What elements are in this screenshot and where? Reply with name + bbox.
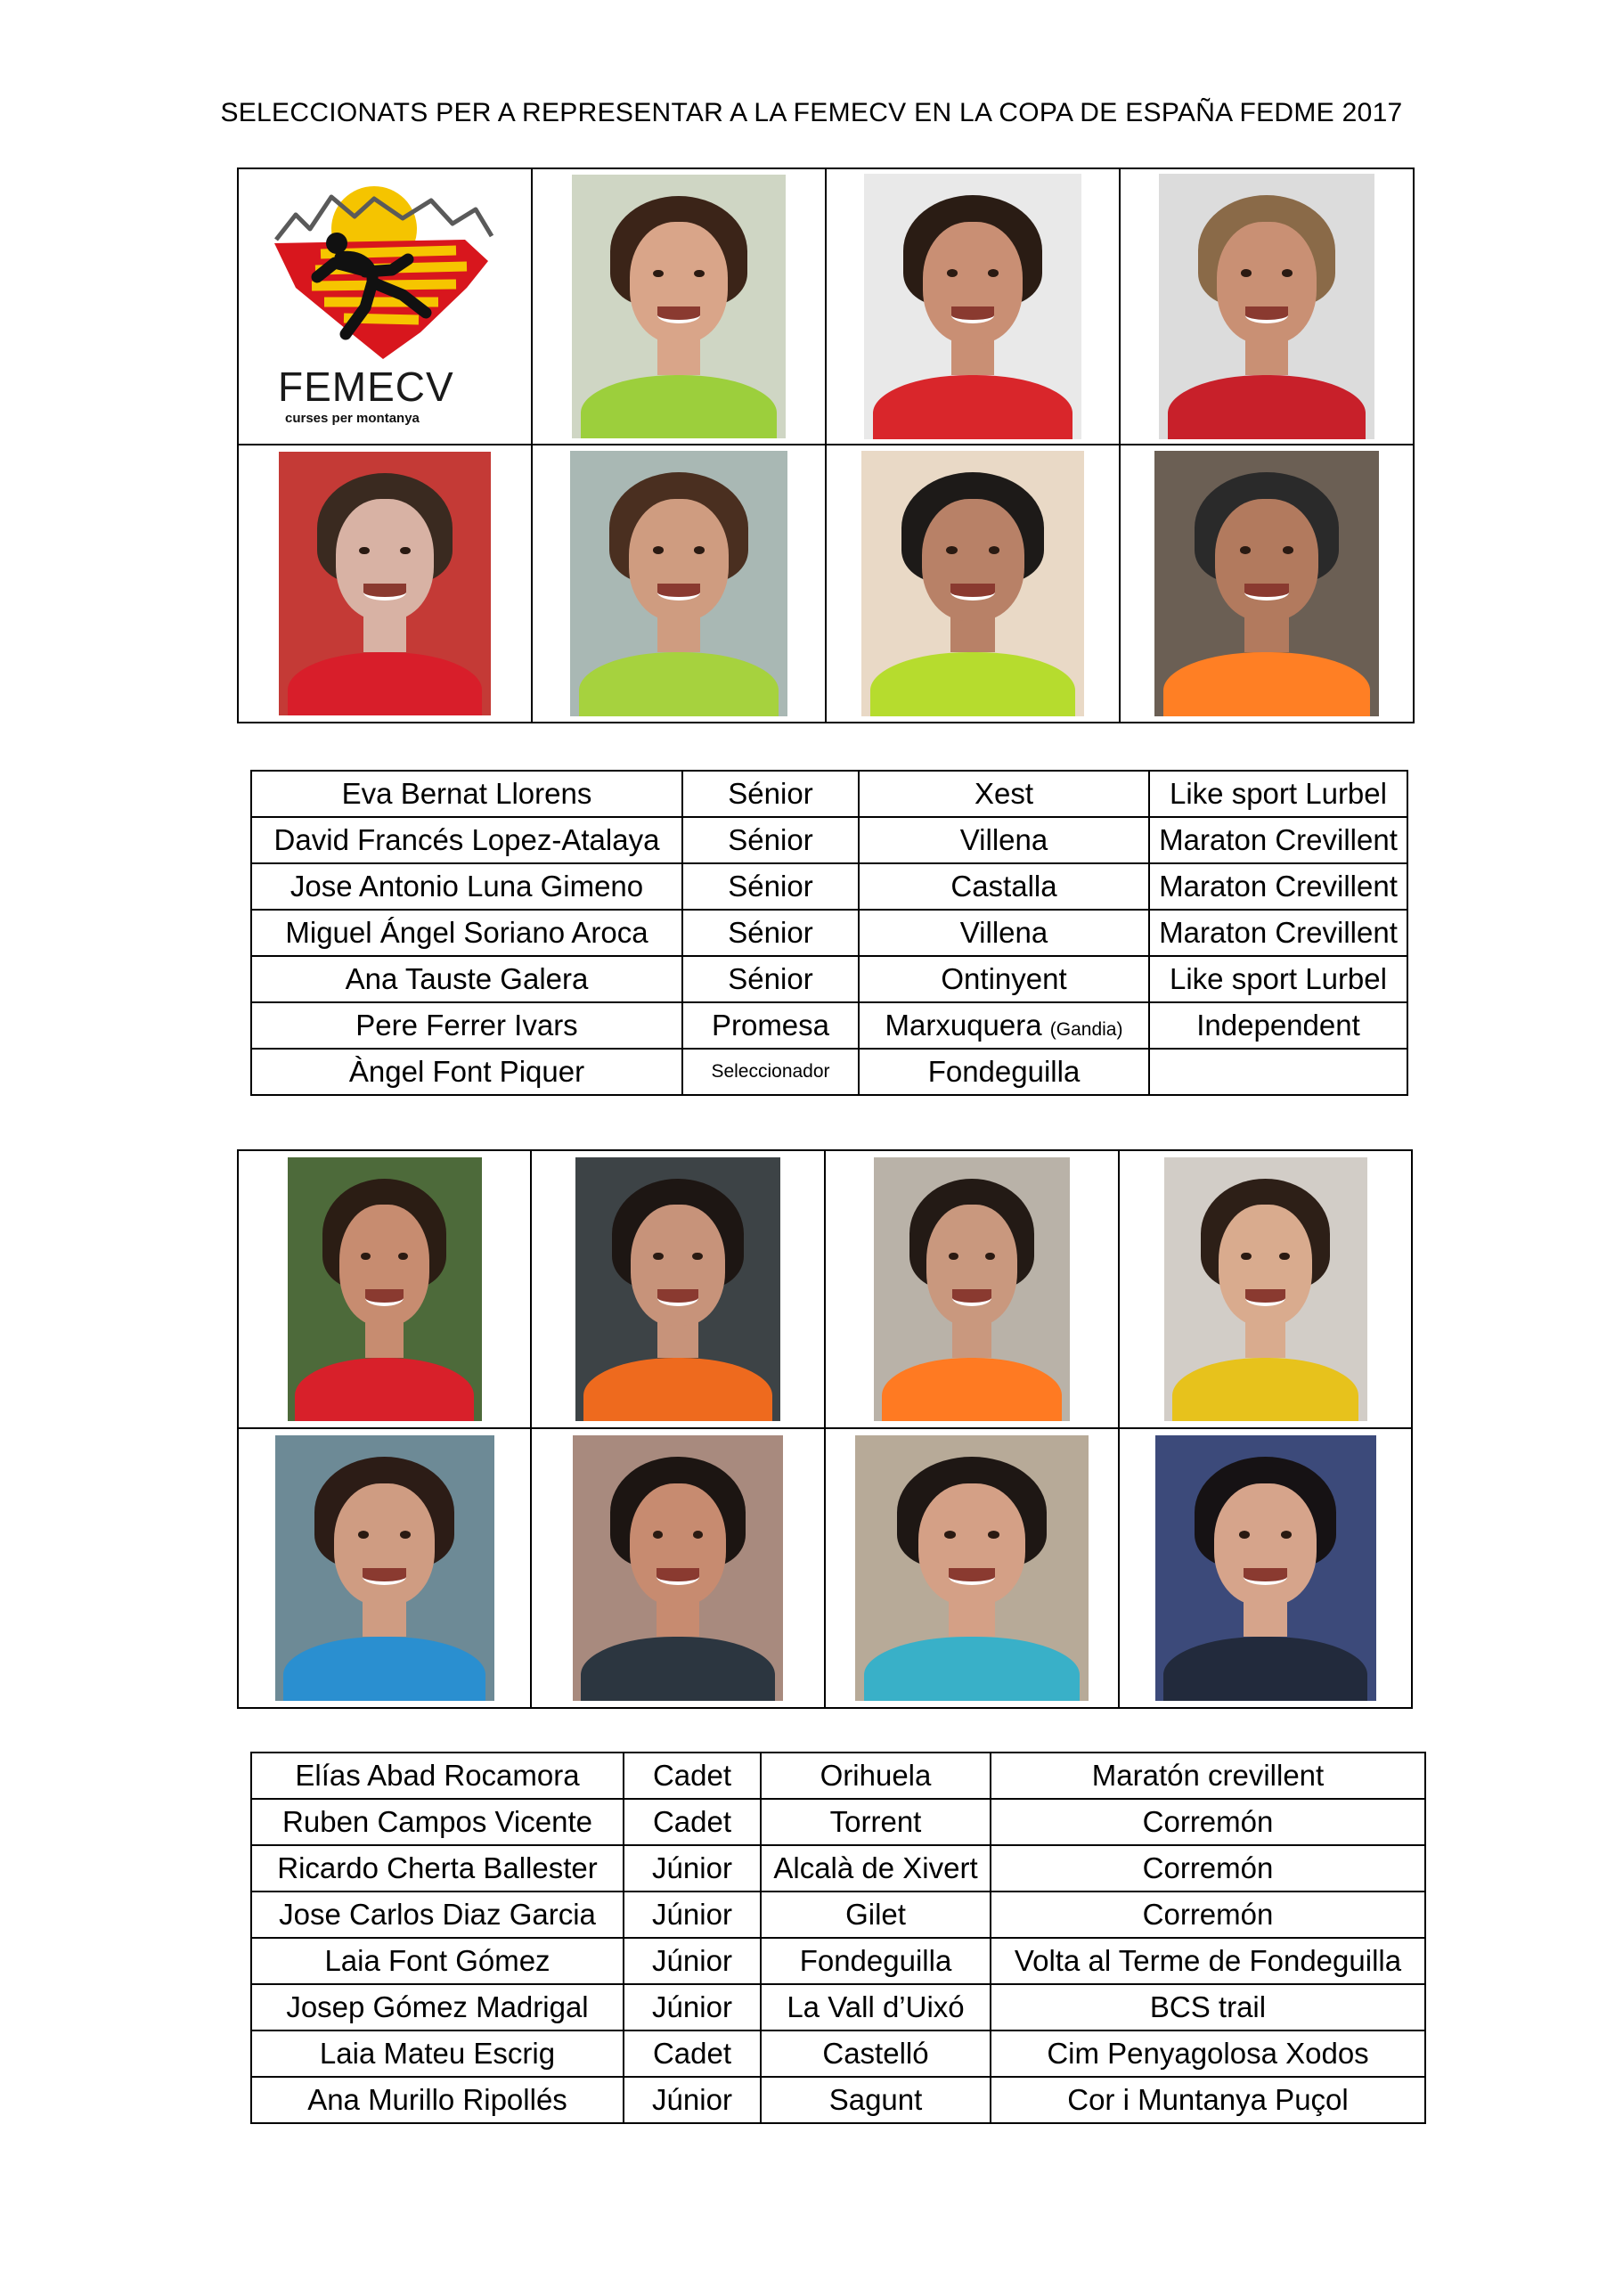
club-cell: Cim Penyagolosa Xodos: [991, 2030, 1425, 2077]
town-cell: Castelló: [761, 2030, 991, 2077]
athlete-photo: [861, 451, 1084, 716]
table-row: [251, 2077, 1425, 2123]
photo-cell: [238, 445, 532, 723]
athlete-photo: [1154, 451, 1379, 716]
category-cell: Júnior: [624, 1984, 761, 2030]
photo-cell: [1120, 168, 1414, 445]
athlete-photo: [279, 452, 491, 715]
photo-cell: [531, 1428, 825, 1708]
photo-cell: [532, 445, 826, 723]
athlete-name-cell: Ana Tauste Galera: [251, 956, 682, 1002]
town-cell: Sagunt: [761, 2077, 991, 2123]
athlete-photo: [1155, 1435, 1376, 1701]
category-cell: Promesa: [682, 1002, 859, 1049]
table-row: [251, 1938, 1425, 1984]
photo-cell: [532, 168, 826, 445]
club-cell: Maraton Crevillent: [1149, 910, 1407, 956]
athlete-name-cell: Miguel Ángel Soriano Aroca: [251, 910, 682, 956]
town-cell: Marxuquera (Gandia): [859, 1002, 1149, 1049]
club-cell: Like sport Lurbel: [1149, 771, 1407, 817]
category-cell: Sénior: [682, 956, 859, 1002]
logo-cell: [238, 168, 532, 445]
athlete-photo: [575, 1157, 780, 1421]
town-cell: Fondeguilla: [859, 1049, 1149, 1095]
table-row: [251, 1753, 1425, 1799]
town-cell: Orihuela: [761, 1753, 991, 1799]
category-cell: Cadet: [624, 1753, 761, 1799]
table-row: [251, 910, 1407, 956]
athlete-name-cell: Pere Ferrer Ivars: [251, 1002, 682, 1049]
table-row: [251, 1049, 1407, 1095]
table-row: [251, 863, 1407, 910]
athlete-name-cell: Ricardo Cherta Ballester: [251, 1845, 624, 1892]
club-cell: Volta al Terme de Fondeguilla: [991, 1938, 1425, 1984]
page-title: SELECCIONATS PER A REPRESENTAR A LA FEMECV EN LA COPA DE ESPAÑA FEDME 2017: [220, 98, 1403, 127]
town-cell: Xest: [859, 771, 1149, 817]
femecv-emblem-icon: [269, 177, 501, 364]
junior-team-table: [250, 1752, 1426, 2124]
photo-cell: [238, 1150, 531, 1428]
photo-cell: [1119, 1428, 1412, 1708]
athlete-name-cell: Ruben Campos Vicente: [251, 1799, 624, 1845]
athlete-name-cell: Ana Murillo Ripollés: [251, 2077, 624, 2123]
table-row: [251, 817, 1407, 863]
athlete-name-cell: Josep Gómez Madrigal: [251, 1984, 624, 2030]
club-cell: Cor i Muntanya Puçol: [991, 2077, 1425, 2123]
logo-name: FEMECV: [278, 364, 454, 410]
club-cell: Corremón: [991, 1892, 1425, 1938]
athlete-photo: [1159, 174, 1374, 439]
club-cell: Corremón: [991, 1799, 1425, 1845]
town-cell: Fondeguilla: [761, 1938, 991, 1984]
photo-cell: [238, 1428, 531, 1708]
athlete-photo: [275, 1435, 494, 1701]
club-cell: BCS trail: [991, 1984, 1425, 2030]
town-cell: Villena: [859, 817, 1149, 863]
category-cell: Júnior: [624, 2077, 761, 2123]
category-cell: Cadet: [624, 2030, 761, 2077]
photo-cell: [826, 445, 1120, 723]
table-row: [251, 956, 1407, 1002]
athlete-photo: [570, 451, 787, 716]
photo-cell: [1119, 1150, 1412, 1428]
category-cell: Júnior: [624, 1938, 761, 1984]
category-cell: Sénior: [682, 771, 859, 817]
town-cell: Torrent: [761, 1799, 991, 1845]
town-cell: Ontinyent: [859, 956, 1149, 1002]
athlete-photo: [572, 175, 786, 438]
club-cell: Maraton Crevillent: [1149, 863, 1407, 910]
category-cell: Júnior: [624, 1892, 761, 1938]
photo-cell: [826, 168, 1120, 445]
femecv-logo: [269, 177, 501, 436]
athlete-name-cell: Elías Abad Rocamora: [251, 1753, 624, 1799]
logo-tagline: curses per montanya: [285, 411, 420, 426]
table-row: [251, 1845, 1425, 1892]
athlete-name-cell: Eva Bernat Llorens: [251, 771, 682, 817]
table-row: [251, 1002, 1407, 1049]
town-cell: La Vall d’Uixó: [761, 1984, 991, 2030]
category-cell: Júnior: [624, 1845, 761, 1892]
athlete-photo: [573, 1435, 783, 1701]
table-row: [251, 1892, 1425, 1938]
table-row: [251, 1984, 1425, 2030]
town-cell: Villena: [859, 910, 1149, 956]
club-cell: Like sport Lurbel: [1149, 956, 1407, 1002]
table-row: [251, 771, 1407, 817]
town-cell: Alcalà de Xivert: [761, 1845, 991, 1892]
athlete-name-cell: Laia Mateu Escrig: [251, 2030, 624, 2077]
club-cell: Corremón: [991, 1845, 1425, 1892]
athlete-photo: [874, 1157, 1070, 1421]
senior-photo-grid: [237, 168, 1415, 723]
athlete-name-cell: David Francés Lopez-Atalaya: [251, 817, 682, 863]
athlete-photo: [864, 174, 1081, 439]
table-row: [251, 1799, 1425, 1845]
category-cell: Sénior: [682, 910, 859, 956]
category-cell: Seleccionador: [682, 1049, 859, 1095]
club-cell: Independent: [1149, 1002, 1407, 1049]
town-cell: Gilet: [761, 1892, 991, 1938]
club-cell: Maraton Crevillent: [1149, 817, 1407, 863]
photo-cell: [825, 1150, 1119, 1428]
senior-team-table: [250, 770, 1408, 1096]
athlete-photo: [855, 1435, 1089, 1701]
athlete-name-cell: Jose Antonio Luna Gimeno: [251, 863, 682, 910]
photo-cell: [825, 1428, 1119, 1708]
town-note: (Gandia): [1049, 1019, 1123, 1040]
club-cell: Maratón crevillent: [991, 1753, 1425, 1799]
table-row: [251, 2030, 1425, 2077]
athlete-photo: [288, 1157, 482, 1421]
athlete-name-cell: Jose Carlos Diaz Garcia: [251, 1892, 624, 1938]
category-cell: Sénior: [682, 863, 859, 910]
photo-cell: [531, 1150, 825, 1428]
junior-photo-grid: [237, 1149, 1413, 1709]
photo-cell: [1120, 445, 1414, 723]
category-cell: Sénior: [682, 817, 859, 863]
athlete-photo: [1164, 1157, 1367, 1421]
athlete-name-cell: Laia Font Gómez: [251, 1938, 624, 1984]
athlete-name-cell: Àngel Font Piquer: [251, 1049, 682, 1095]
club-cell: [1149, 1049, 1407, 1095]
town-cell: Castalla: [859, 863, 1149, 910]
category-cell: Cadet: [624, 1799, 761, 1845]
